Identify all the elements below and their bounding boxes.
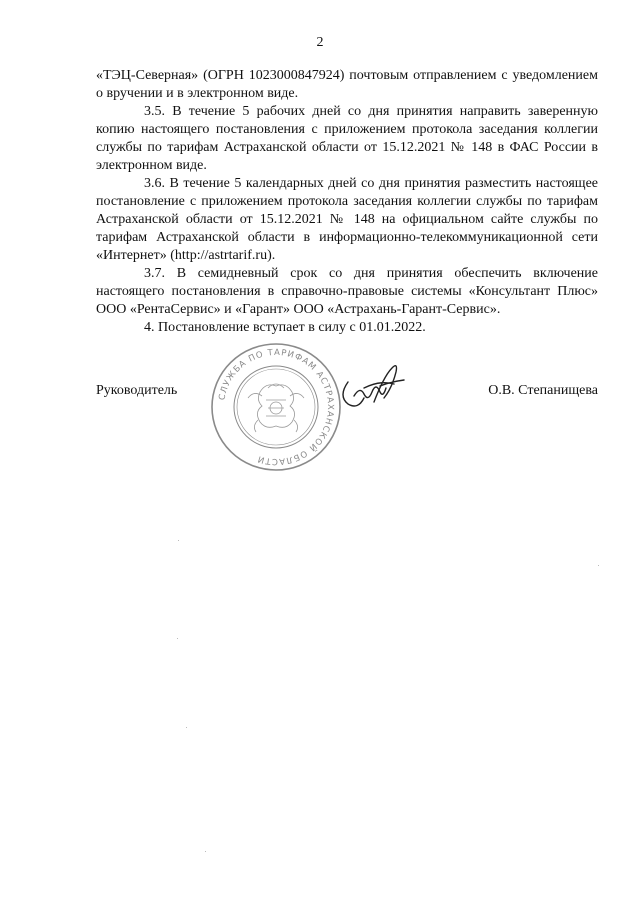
- paragraph-3-7: 3.7. В семидневный срок со дня принятия обеспечить включение настоящего постановления в справочно-правовые системы «Консультант Плюс» ООО «РентаСервис» и «Гарант» ООО «Астрахань-Гарант-Сервис».: [96, 266, 598, 317]
- signer-name: О.В. Степанищева: [488, 383, 598, 398]
- scan-speck: [178, 540, 179, 541]
- scan-speck: [177, 638, 178, 639]
- signature-block: [96, 340, 598, 480]
- seal-text: СЛУЖБА ПО ТАРИФАМ АСТРАХАНСКОЙ ОБЛАСТИ: [217, 347, 336, 467]
- paragraph-4: 4. Постановление вступает в силу с 01.01.2022.: [144, 320, 426, 335]
- paragraph-3-6: 3.6. В течение 5 календарных дней со дня принятия разместить настоящее постановление с приложением протокола заседания коллегии службы по тарифам Астраханской области от 15.12.2021 № 148 на официальном сайте службы по тарифам Астраханской области в информационно-телекоммуникационной сети «Интернет» (http://astrtarif.ru).: [96, 176, 598, 263]
- handwritten-signature: [334, 362, 406, 414]
- official-seal: [208, 340, 344, 474]
- scan-speck: [598, 565, 599, 566]
- document-body: [96, 67, 598, 337]
- paragraph-3-5: 3.5. В течение 5 рабочих дней со дня принятия направить заверенную копию настоящего постановления с приложением протокола заседания коллегии службы по тарифам Астраханской области от 15.12.2021 № 148 в ФАС России в электронном виде.: [96, 104, 598, 173]
- coat-of-arms-icon: [248, 384, 304, 432]
- scan-speck: [205, 851, 206, 852]
- scan-speck: [186, 727, 187, 728]
- paragraph-continuation: «ТЭЦ-Северная» (ОГРН 1023000847924) почтовым отправлением с уведомлением о вручении и в электронном виде.: [96, 68, 598, 101]
- page-number: 2: [316, 35, 324, 50]
- signer-title: Руководитель: [96, 383, 178, 398]
